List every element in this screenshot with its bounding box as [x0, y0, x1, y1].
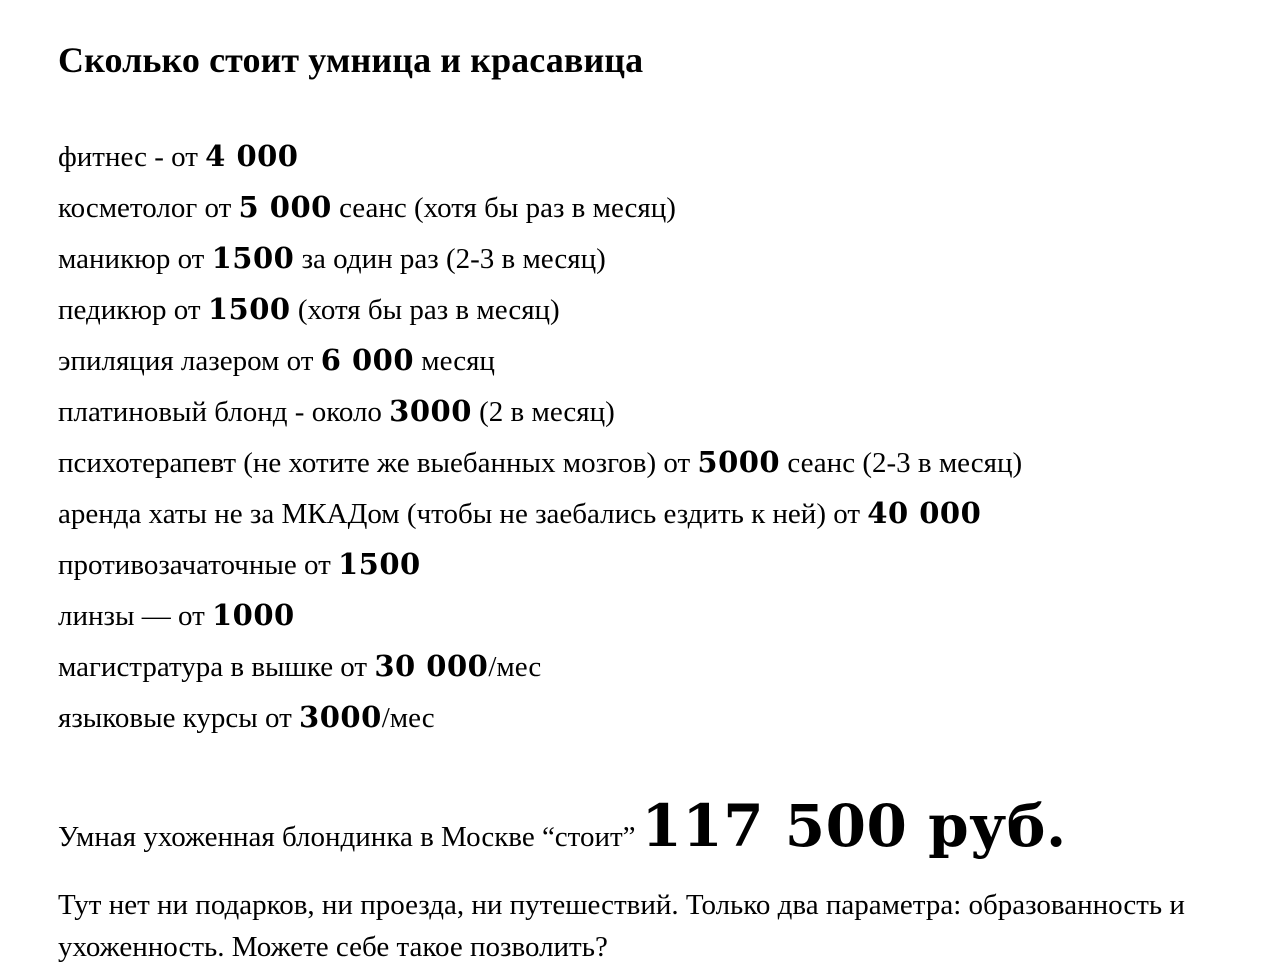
expense-item [58, 185, 1022, 236]
expense-suffix: месяц [414, 345, 495, 377]
expense-label: педикюр от [58, 294, 208, 326]
expense-item [58, 491, 1022, 542]
expense-label: магистратура в вышке от [58, 651, 375, 683]
expense-label: противозачаточные от [58, 549, 338, 581]
expense-label: фитнес - от [58, 141, 206, 173]
expense-item [58, 134, 1022, 185]
expense-list [58, 134, 1022, 746]
total-amount: 117 500 руб. [641, 792, 1067, 860]
expense-item [58, 236, 1022, 287]
expense-suffix: сеанс (хотя бы раз в месяц) [331, 192, 676, 224]
expense-suffix: (хотя бы раз в месяц) [290, 294, 560, 326]
expense-amount: 1500 [207, 292, 291, 326]
expense-label: косметолог от [58, 192, 239, 224]
expense-suffix: за один раз (2-3 в месяц) [294, 243, 606, 275]
expense-amount: 5000 [697, 445, 781, 479]
expense-amount: 1500 [338, 547, 421, 581]
summary-text: Умная ухоженная блондинка в Москве “стоит” [58, 821, 636, 853]
expense-item [58, 389, 1022, 440]
expense-amount: 5 000 [238, 190, 332, 224]
expense-label: аренда хаты не за МКАДом (чтобы не заебались ездить к ней) от [58, 498, 868, 530]
summary-line [58, 786, 1067, 877]
expense-suffix: /мес [488, 651, 542, 683]
expense-label: языковые курсы от [58, 702, 300, 734]
expense-suffix: (2 в месяц) [471, 396, 615, 428]
closing-note: Тут нет ни подарков, ни проезда, ни путешествий. Только два параметра: образованность и ухоженность. Можете себе такое позволить? [58, 889, 1185, 963]
expense-suffix: сеанс (2-3 в месяц) [780, 447, 1023, 479]
expense-amount: 1000 [212, 598, 295, 632]
expense-label: маникюр от [58, 243, 212, 275]
expense-item [58, 338, 1022, 389]
expense-item [58, 695, 1022, 746]
expense-label: линзы — от [58, 600, 212, 632]
expense-label: эпиляция лазером от [58, 345, 321, 377]
expense-amount: 3000 [389, 394, 472, 428]
expense-amount: 1500 [211, 241, 295, 275]
expense-label: платиновый блонд - около [58, 396, 390, 428]
expense-item [58, 542, 1022, 593]
expense-amount: 30 000 [374, 649, 489, 683]
expense-amount: 6 000 [320, 343, 414, 377]
expense-amount: 3000 [299, 700, 382, 734]
expense-item [58, 593, 1022, 644]
expense-item [58, 287, 1022, 338]
expense-amount: 40 000 [867, 496, 982, 530]
expense-item [58, 440, 1022, 491]
expense-label: психотерапевт (не хотите же выебанных мозгов) от [58, 447, 698, 479]
page-title: Сколько стоит умница и красавица [58, 40, 644, 80]
expense-amount: 4 000 [205, 139, 299, 173]
expense-suffix: /мес [381, 702, 435, 734]
expense-item [58, 644, 1022, 695]
